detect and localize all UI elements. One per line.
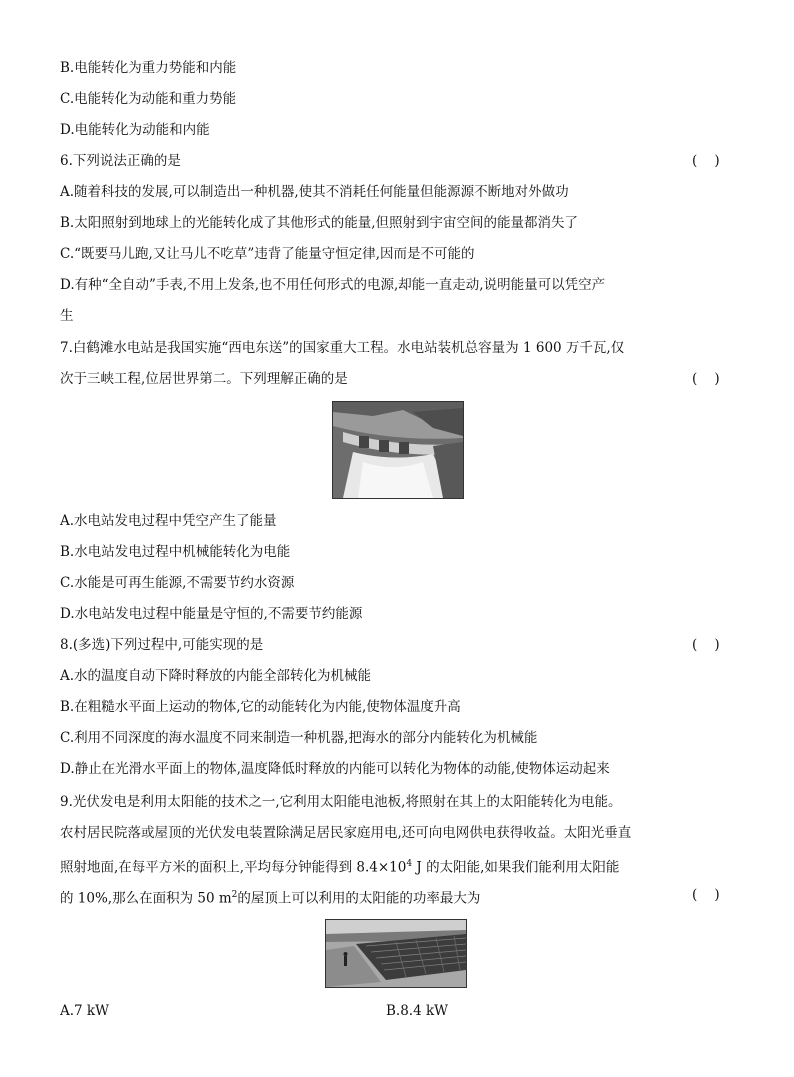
q9-stem-line3 [60,854,619,878]
q5-option-c: C.电能转化为动能和重力势能 [60,91,237,107]
q9-exponent-4: 4 [406,859,413,869]
q9-stem-line2: 农村居民院落或屋顶的光伏发电装置除满足居民家庭用电,还可向电网供电获得收益。太阳光垂直 [60,825,632,841]
q8-option-a: A.水的温度自动下降时释放的内能全部转化为机械能 [60,668,372,684]
q7-option-b: B.水电站发电过程中机械能转化为电能 [60,544,291,560]
q6-option-d-cont: 生 [60,308,74,324]
q7-stem-line1: 7.白鹤滩水电站是我国实施“西电东送”的国家重大工程。水电站装机总容量为 1 600 万千瓦,仅 [60,340,625,356]
q8-stem: 8.(多选)下列过程中,可能实现的是 [60,637,264,653]
q9-stem-line4 [60,885,480,909]
q9-option-b: B.8.4 kW [386,1003,449,1019]
q6-option-b: B.太阳照射到地球上的光能转化成了其他形式的能量,但照射到宇宙空间的能量都消失了 [60,215,579,231]
q7-option-a: A.水电站发电过程中凭空产生了能量 [60,513,277,529]
q9-answer-paren: ( ) [692,887,720,903]
q5-option-b: B.电能转化为重力势能和内能 [60,60,237,76]
q7-option-c: C.水能是可再生能源,不需要节约水资源 [60,575,295,591]
q9-stem-line3-pre: 照射地面,在每平方米的面积上,平均每分钟能得到 8.4×10 [60,859,407,876]
q9-stem-line3-post: J 的太阳能,如果我们能利用太阳能 [412,859,620,876]
q8-option-c: C.利用不同深度的海水温度不同来制造一种机器,把海水的部分内能转化为机械能 [60,730,538,746]
q8-option-d: D.静止在光滑水平面上的物体,温度降低时释放的内能可以转化为物体的动能,使物体运动起来 [60,761,610,777]
q8-option-b: B.在粗糙水平面上运动的物体,它的动能转化为内能,使物体温度升高 [60,699,461,715]
q7-option-d: D.水电站发电过程中能量是守恒的,不需要节约能源 [60,606,363,622]
dam-photo-icon [332,401,464,499]
solar-panel-photo-icon [325,919,467,988]
q6-option-d: D.有种“全自动”手表,不用上发条,也不用任何形式的电源,却能一直走动,说明能量可以凭空产 [60,277,606,293]
q9-stem-line1: 9.光伏发电是利用太阳能的技术之一,它利用太阳能电池板,将照射在其上的太阳能转化为电能。 [60,794,622,810]
q9-option-a: A.7 kW [60,1003,109,1019]
q9-exponent-2: 2 [231,890,238,900]
q8-answer-paren: ( ) [692,637,720,653]
q6-stem: 6.下列说法正确的是 [60,153,181,169]
q9-stem-line4-pre: 的 10%,那么在面积为 50 m [60,890,232,907]
q7-stem-line2: 次于三峡工程,位居世界第二。下列理解正确的是 [60,371,348,387]
q9-stem-line4-post: 的屋顶上可以利用的太阳能的功率最大为 [237,890,481,907]
q6-answer-paren: ( ) [692,153,720,169]
q6-option-c: C.“既要马儿跑,又让马儿不吃草”违背了能量守恒定律,因而是不可能的 [60,246,475,262]
q6-option-a: A.随着科技的发展,可以制造出一种机器,使其不消耗任何能量但能源源不断地对外做功 [60,184,569,200]
q5-option-d: D.电能转化为动能和内能 [60,122,210,138]
q7-answer-paren: ( ) [692,371,720,387]
